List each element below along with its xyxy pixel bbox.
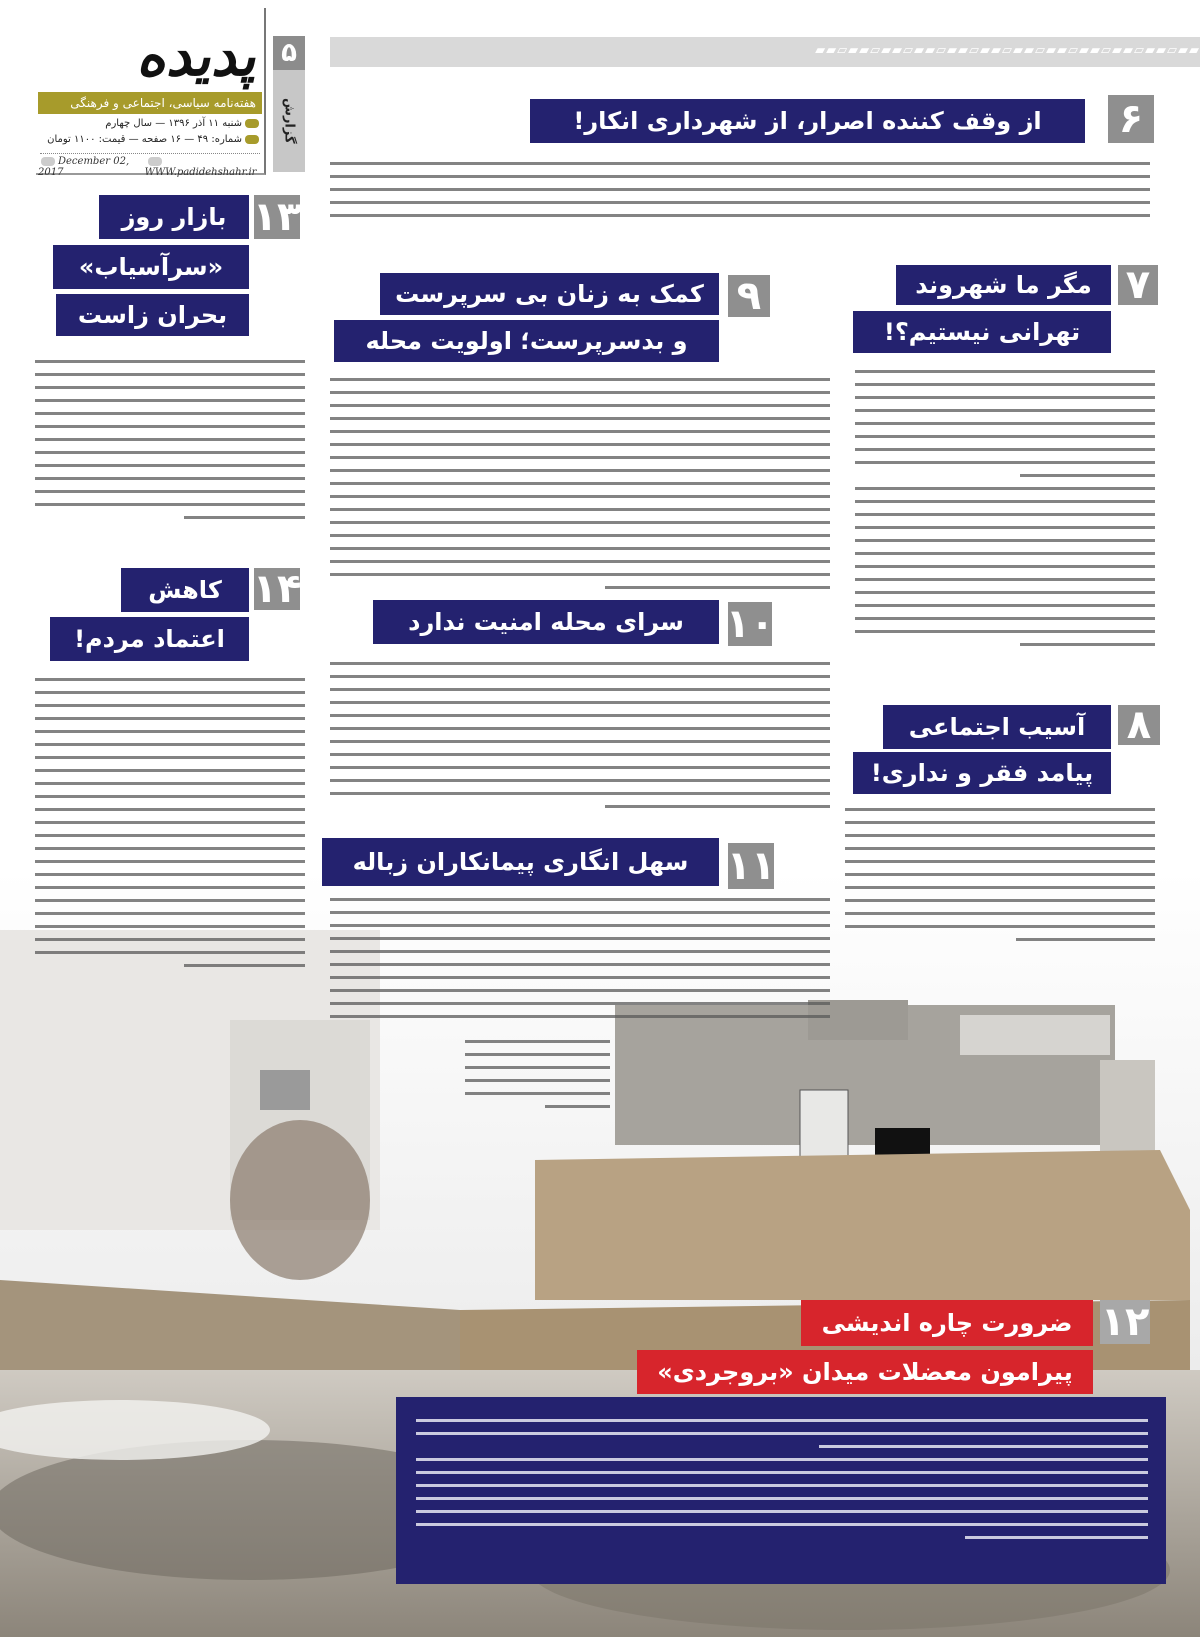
date-line-text: شنبه ۱۱ آذر ۱۳۹۶ — سال چهارم — [105, 118, 242, 129]
article-6-headline[interactable]: از وقف کننده اصرار، از شهرداری انکار! — [530, 99, 1085, 143]
article-14-number: ۱۴ — [252, 566, 302, 612]
masthead-footer — [38, 156, 262, 178]
article-14-headline-line1[interactable]: کاهش — [121, 568, 249, 612]
article-7-headline-line2[interactable]: تهرانی نیستیم؟! — [853, 311, 1111, 353]
article-12-body — [416, 1419, 1148, 1549]
masthead-date-line — [38, 118, 262, 129]
article-13-body — [35, 360, 305, 529]
article-9-headline-line2[interactable]: و بدسرپرست؛ اولویت محله — [334, 320, 719, 362]
section-tab — [273, 70, 305, 172]
article-8-body — [845, 808, 1155, 951]
article-13-headline-line2[interactable]: «سرآسیاب» — [53, 245, 249, 289]
article-12-headline-line2[interactable]: پیرامون معضلات میدان «بروجردی» — [637, 1350, 1093, 1394]
masthead-tagline: هفته‌نامه سیاسی، اجتماعی و فرهنگی — [38, 92, 262, 114]
article-9-headline-line1[interactable]: کمک به زنان بی سرپرست — [380, 273, 719, 315]
article-11-headline[interactable]: سهل انگاری پیمانکاران زباله — [322, 838, 719, 886]
article-7-body — [855, 370, 1155, 656]
article-10-number: ۱۰ — [725, 601, 775, 647]
article-11-body-continued — [465, 1040, 610, 1118]
article-11-number: ۱۱ — [726, 843, 776, 889]
bullet-icon — [245, 135, 259, 144]
article-10-headline[interactable]: سرای محله امنیت ندارد — [373, 600, 719, 644]
article-14-headline-line2[interactable]: اعتماد مردم! — [50, 617, 249, 661]
article-10-body — [330, 662, 830, 818]
bullet-icon — [148, 157, 162, 166]
article-8-number: ۸ — [1118, 705, 1160, 745]
banner-pattern: ▰▰▱▰▰▱▰▰▱▰▰▱▰▰▱▰▰▱▰▰▱▰▰▱▰▰▱▰▰▱▰▰▱▰▰ — [815, 43, 1200, 58]
date-english — [38, 156, 145, 178]
article-8-headline-line1[interactable]: آسیب اجتماعی — [883, 705, 1111, 749]
bullet-icon — [245, 119, 259, 128]
article-12-number: ۱۲ — [1100, 1299, 1150, 1345]
article-7-headline-line1[interactable]: مگر ما شهروند — [896, 265, 1111, 305]
article-6-body — [330, 162, 1150, 227]
article-13-headline-line1[interactable]: بازار روز — [99, 195, 249, 239]
issue-line-text: شماره: ۴۹ — ۱۶ صفحه — قیمت: ۱۱۰۰ تومان — [47, 134, 242, 145]
website[interactable] — [145, 156, 262, 178]
article-7-number: ۷ — [1118, 265, 1158, 305]
page-number: ۵ — [273, 36, 305, 70]
section-label: گزارش — [281, 98, 297, 144]
article-8-headline-line2[interactable]: پیامد فقر و نداری! — [853, 752, 1111, 794]
masthead-issue-line — [38, 134, 262, 145]
article-9-body — [330, 378, 830, 599]
date-english-text: December 02, 2017 — [38, 156, 130, 178]
newspaper-logo: پدیده — [133, 23, 268, 89]
masthead-divider — [40, 153, 260, 154]
bullet-icon — [41, 157, 55, 166]
article-12-headline-line1[interactable]: ضرورت چاره اندیشی — [801, 1300, 1093, 1346]
article-13-number: ۱۳ — [252, 194, 302, 240]
article-9-number: ۹ — [728, 275, 770, 317]
article-12-infobox — [396, 1397, 1166, 1584]
article-11-body — [330, 898, 830, 1028]
top-banner — [330, 37, 1200, 67]
website-text[interactable]: WWW.padidehshahr.ir — [144, 167, 257, 178]
article-14-body — [35, 678, 305, 977]
article-13-headline-line3[interactable]: بحران زاست — [56, 294, 249, 336]
article-6-number: ۶ — [1108, 95, 1154, 143]
